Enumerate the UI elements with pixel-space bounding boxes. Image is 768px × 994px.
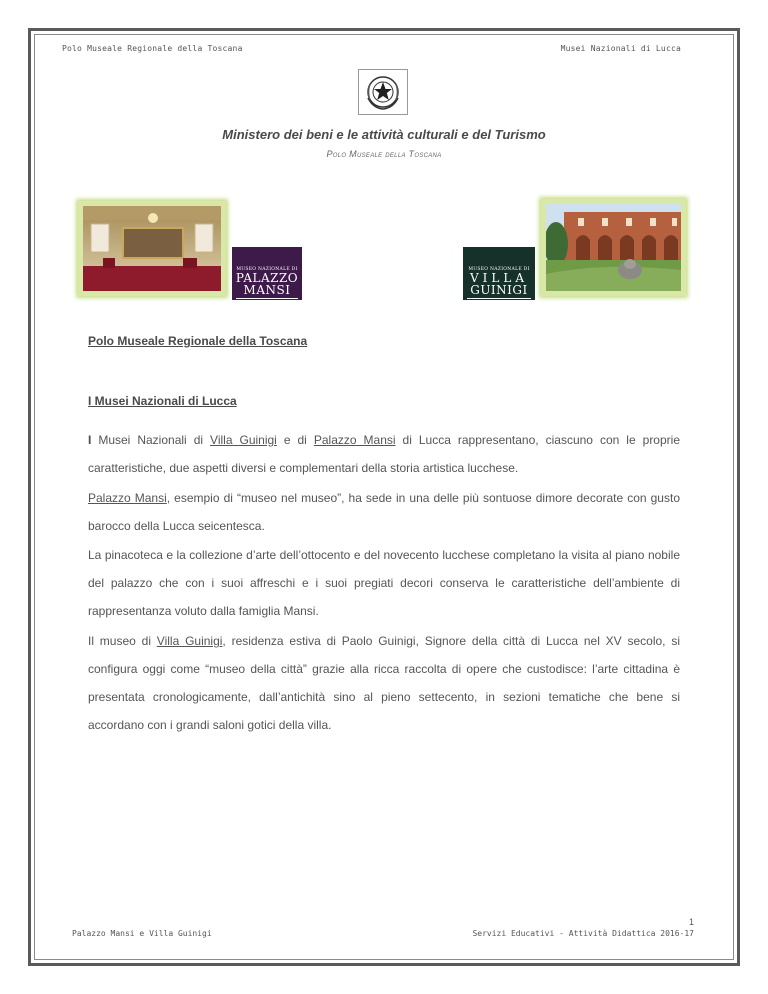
villa-guinigi-text-2: , residenza estiva di Paolo Guinigi, Signore della città di Lucca nel XV secolo, si configura oggi come “museo della città” grazie alla ricca raccolta di opere che custodisce: l’arte cittadina è presentata cronologicamente, dall’antichità sino al pieno settecento, in sezioni tematiche che bene si accordano con i grandi saloni gotici della villa. — [88, 634, 680, 732]
mansi-logo-small: MUSEO NAZIONALE DI — [236, 267, 298, 272]
villa-guinigi-text-1: Il museo di — [88, 634, 157, 648]
header-right: Musei Nazionali di Lucca — [560, 44, 681, 53]
italian-republic-emblem-icon — [358, 69, 408, 115]
heading-musei-nazionali[interactable]: I Musei Nazionali di Lucca — [88, 394, 237, 408]
mansi-logo-line2: MANSI — [243, 283, 291, 297]
link-villa-guinigi[interactable]: Villa Guinigi — [210, 433, 277, 447]
ministry-subtitle-text: Polo Museale della Toscana — [326, 149, 442, 159]
palazzo-mansi-text: , esempio di “museo nel museo”, ha sede in una delle più sontuose dimore decorate con gusto barocco della Lucca seicentesca. — [88, 491, 680, 533]
guinigi-logo-line1: VILLA — [469, 271, 528, 285]
ministry-title: Ministero dei beni e le attività culturali e del Turismo — [222, 127, 546, 142]
heading-polo-museale[interactable]: Polo Museale Regionale della Toscana — [88, 334, 308, 348]
intro-text-2: e di — [276, 433, 314, 447]
villa-guinigi-logo — [463, 247, 535, 305]
mansi-logo-line1: PALAZZO — [235, 271, 299, 285]
guinigi-logo-small: MUSEO NAZIONALE DI — [468, 267, 530, 272]
paragraph-villa-guinigi — [88, 627, 680, 739]
ministry-subtitle — [0, 149, 768, 159]
intro-dropcap: I — [88, 433, 92, 447]
paragraph-palazzo-mansi — [88, 484, 680, 540]
link-palazzo-mansi-2[interactable]: Palazzo Mansi — [88, 491, 167, 505]
intro-text-3: di Lucca rappresentano, ciascuno con le proprie caratteristiche, due aspetti diversi e complementari della storia artistica lucchese. — [88, 433, 680, 475]
guinigi-logo-city: LUCCA — [467, 298, 531, 305]
palazzo-mansi-logo — [232, 247, 302, 305]
intro-text-1: Musei Nazionali di — [91, 433, 211, 447]
paragraph-pinacoteca: La pinacoteca e la collezione d’arte dell’ottocento e del novecento lucchese completano la visita al piano nobile del palazzo che con i suoi affreschi e i suoi pregiati decori conserva le caratteristiche dell’ambiente di rappresentanza voluto dalla famiglia Mansi. — [88, 548, 680, 618]
footer-right: Servizi Educativi - Attività Didattica 2016-17 — [472, 929, 694, 938]
header-left: Polo Museale Regionale della Toscana — [62, 44, 243, 53]
paragraph-intro — [88, 426, 680, 482]
footer-left: Palazzo Mansi e Villa Guinigi — [72, 929, 212, 938]
villa-guinigi-photo — [541, 199, 686, 296]
link-palazzo-mansi[interactable]: Palazzo Mansi — [313, 433, 396, 447]
link-villa-guinigi-2[interactable]: Villa Guinigi — [156, 634, 223, 648]
guinigi-logo-line2: GUINIGI — [470, 283, 528, 297]
palazzo-mansi-photo — [78, 201, 226, 296]
page-number: 1 — [688, 917, 694, 927]
mansi-logo-city: LUCCA — [236, 298, 298, 305]
